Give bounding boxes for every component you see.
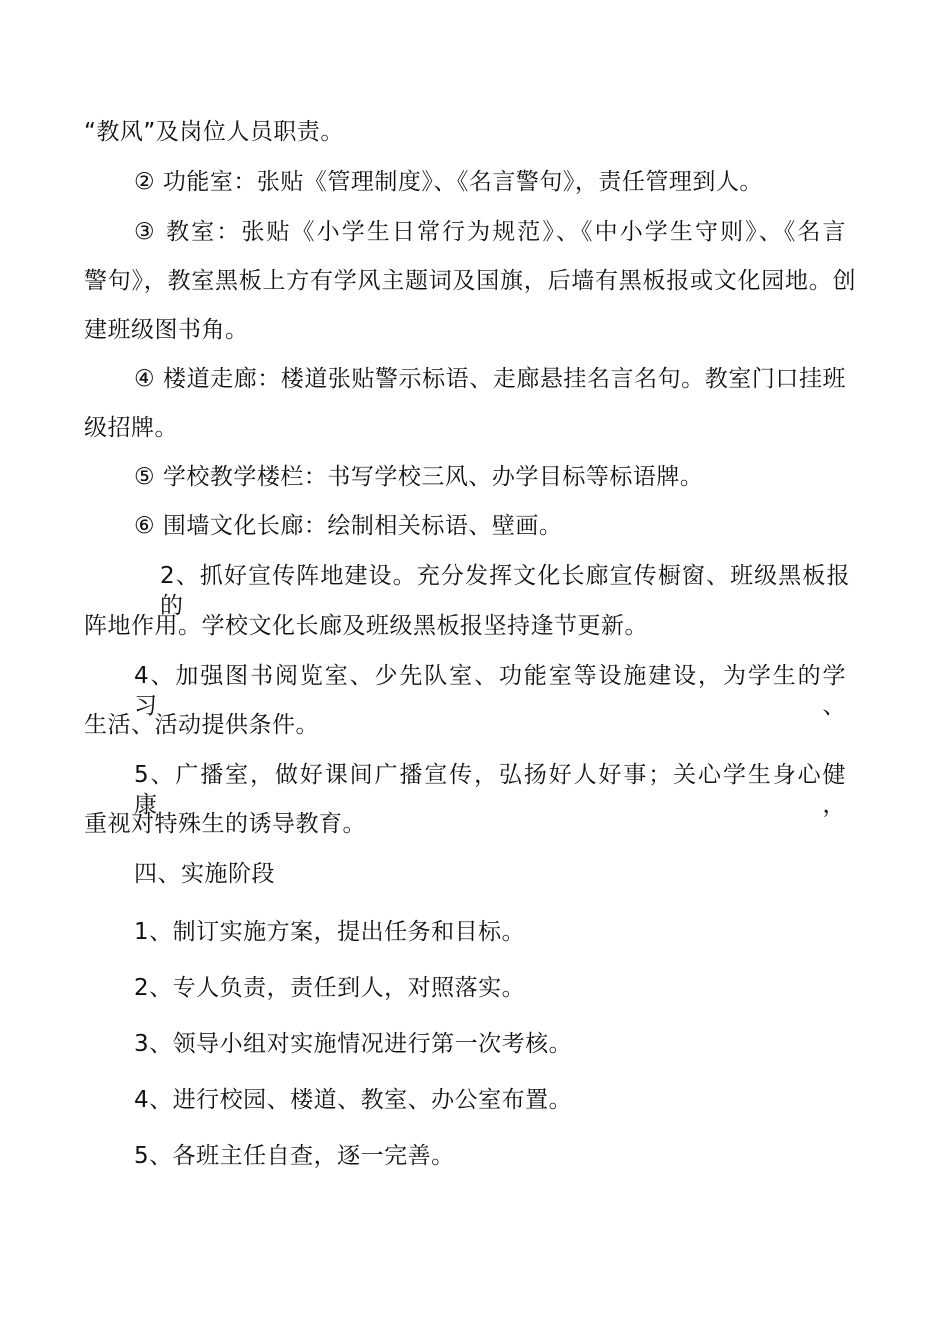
section-heading: 四、实施阶段: [134, 861, 275, 887]
text-line: ⑥ 围墙文化长廊：绘制相关标语、壁画。: [134, 513, 563, 539]
text-line: 5、广播室，做好课间广播宣传，弘扬好人好事；关心学生身心健康，: [134, 762, 846, 818]
text-line: 4、加强图书阅览室、少先队室、功能室等设施建设，为学生的学习、: [134, 663, 846, 719]
text-line: ② 功能室：张贴《管理制度》、《名言警句》，责任管理到人。: [134, 169, 763, 195]
list-item: 2、专人负责，责任到人，对照落实。: [134, 975, 526, 1001]
text-line: 生活、活动提供条件。: [84, 712, 319, 738]
list-item: 5、各班主任自查，逐一完善。: [134, 1143, 455, 1169]
text-line: 重视对特殊生的诱导教育。: [84, 811, 366, 837]
text-line: ⑤ 学校教学楼栏：书写学校三风、办学目标等标语牌。: [134, 464, 704, 490]
text-line: ③ 教室：张贴《小学生日常行为规范》、《中小学生守则》、《名言: [134, 219, 846, 245]
text-line: 警句》，教室黑板上方有学风主题词及国旗，后墙有黑板报或文化园地。创: [84, 268, 856, 294]
text-line: 建班级图书角。: [84, 317, 249, 343]
text-line: 级招牌。: [84, 415, 178, 441]
text-line: ④ 楼道走廊：楼道张贴警示标语、走廊悬挂名言名句。教室门口挂班: [134, 366, 846, 392]
list-item: 1、制订实施方案，提出任务和目标。: [134, 919, 526, 945]
text-line: “教风”及岗位人员职责。: [84, 119, 344, 145]
text-line: 2、抓好宣传阵地建设。充分发挥文化长廊宣传橱窗、班级黑板报的: [160, 563, 850, 619]
list-item: 3、领导小组对实施情况进行第一次考核。: [134, 1031, 573, 1057]
text-line: 阵地作用。学校文化长廊及班级黑板报坚持逢节更新。: [84, 613, 648, 639]
list-item: 4、进行校园、楼道、教室、办公室布置。: [134, 1087, 573, 1113]
